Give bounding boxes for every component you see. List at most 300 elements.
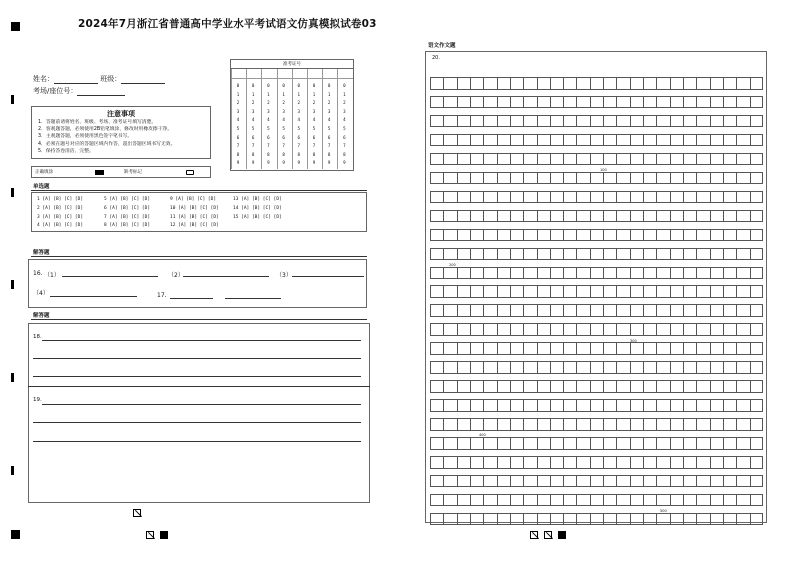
essay-grid-cell[interactable] [670,267,683,280]
essay-grid-cell[interactable] [457,494,470,507]
essay-grid-cell[interactable] [537,418,550,431]
essay-grid-row[interactable] [430,172,763,185]
essay-grid-cell[interactable] [497,475,510,488]
essay-grid-cell[interactable] [563,248,576,261]
essay-grid-cell[interactable] [590,456,603,469]
essay-grid-cell[interactable] [470,361,483,374]
essay-grid-cell[interactable] [510,267,523,280]
essay-grid-cell[interactable] [590,494,603,507]
essay-grid-cell[interactable] [430,153,443,166]
exam-number-digit[interactable]: 3 [282,108,285,114]
essay-grid-cell[interactable] [550,267,563,280]
essay-grid-cell[interactable] [696,494,709,507]
essay-grid-cell[interactable] [563,134,576,147]
essay-grid-cell[interactable] [603,494,616,507]
choice-item[interactable]: 5 [A] [B] [C] [D] [104,197,151,202]
essay-grid-cell[interactable] [643,437,656,450]
exam-number-digit[interactable]: 5 [327,126,331,131]
exam-number-digit[interactable]: 4 [236,117,240,123]
essay-grid-cell[interactable] [537,134,550,147]
essay-grid-cell[interactable] [470,399,483,412]
essay-grid-cell[interactable] [616,267,629,280]
essay-grid-cell[interactable] [550,172,563,185]
essay-grid-cell[interactable] [736,456,749,469]
essay-grid-cell[interactable] [497,115,510,128]
essay-grid-cell[interactable] [710,285,723,298]
essay-grid-cell[interactable] [470,475,483,488]
essay-grid-cell[interactable] [430,172,443,185]
essay-grid-cell[interactable] [750,399,763,412]
essay-grid-cell[interactable] [510,229,523,242]
exam-number-digit[interactable]: 5 [297,126,301,131]
essay-grid-cell[interactable] [576,267,589,280]
essay-grid-cell[interactable] [656,361,669,374]
essay-grid-cell[interactable] [430,342,443,355]
essay-grid-cell[interactable] [457,342,470,355]
essay-grid-cell[interactable] [563,115,576,128]
essay-grid-cell[interactable] [483,494,496,507]
essay-grid-cell[interactable] [616,418,629,431]
exam-number-digit[interactable]: 0 [282,83,285,88]
essay-grid-cell[interactable] [537,323,550,336]
essay-grid-row[interactable] [430,115,763,128]
essay-grid-cell[interactable] [443,323,456,336]
essay-grid-cell[interactable] [656,323,669,336]
q18-answer-line[interactable] [42,340,361,341]
essay-grid-cell[interactable] [483,304,496,317]
essay-grid-cell[interactable] [723,77,736,90]
essay-grid-cell[interactable] [537,96,550,109]
essay-grid-cell[interactable] [563,304,576,317]
essay-grid-cell[interactable] [723,153,736,166]
essay-grid-cell[interactable] [470,437,483,450]
essay-grid-cell[interactable] [550,134,563,147]
essay-grid-cell[interactable] [656,475,669,488]
essay-grid-cell[interactable] [563,77,576,90]
essay-grid-cell[interactable] [736,437,749,450]
essay-grid-cell[interactable] [483,172,496,185]
essay-grid-cell[interactable] [537,475,550,488]
essay-grid-cell[interactable] [630,134,643,147]
essay-grid-cell[interactable] [736,304,749,317]
essay-grid-cell[interactable] [723,134,736,147]
essay-grid-cell[interactable] [563,361,576,374]
essay-grid-row[interactable] [430,248,763,261]
essay-grid-cell[interactable] [483,513,496,526]
exam-number-digit[interactable]: 1 [312,91,316,97]
essay-grid-cell[interactable] [523,77,536,90]
essay-grid-cell[interactable] [576,361,589,374]
essay-grid-cell[interactable] [590,191,603,204]
essay-grid-cell[interactable] [696,361,709,374]
essay-grid-row[interactable] [430,342,763,355]
essay-grid-cell[interactable] [643,456,656,469]
essay-grid-cell[interactable] [576,115,589,128]
essay-grid-cell[interactable] [483,115,496,128]
essay-grid-row[interactable] [430,475,763,488]
essay-grid-cell[interactable] [750,456,763,469]
exam-number-digit[interactable]: 5 [251,126,255,131]
essay-grid-cell[interactable] [457,191,470,204]
exam-number-digit[interactable]: 9 [327,160,331,166]
exam-number-digit[interactable]: 8 [343,151,346,157]
essay-grid-row[interactable] [430,153,763,166]
essay-grid-cell[interactable] [670,172,683,185]
exam-number-digit[interactable]: 1 [236,91,240,97]
q19-answer-line[interactable] [33,422,361,423]
essay-grid-cell[interactable] [616,399,629,412]
essay-grid-cell[interactable] [550,77,563,90]
essay-grid-cell[interactable] [443,494,456,507]
essay-grid-cell[interactable] [750,248,763,261]
essay-grid-cell[interactable] [643,210,656,223]
essay-grid-cell[interactable] [430,77,443,90]
choice-item[interactable]: 13 [A] [B] [C] [D] [233,197,282,202]
essay-grid-cell[interactable] [670,494,683,507]
essay-grid-cell[interactable] [470,115,483,128]
choice-item[interactable]: 3 [A] [B] [C] [D] [37,215,84,220]
essay-grid-cell[interactable] [643,361,656,374]
essay-grid-cell[interactable] [457,323,470,336]
essay-grid-cell[interactable] [616,248,629,261]
exam-number-digit[interactable]: 7 [312,143,316,149]
exam-number-digit[interactable]: 6 [267,134,270,140]
essay-grid-cell[interactable] [550,456,563,469]
essay-grid-cell[interactable] [656,267,669,280]
essay-grid-cell[interactable] [523,248,536,261]
essay-grid-cell[interactable] [670,210,683,223]
essay-grid-cell[interactable] [576,134,589,147]
essay-grid-cell[interactable] [576,153,589,166]
essay-grid-cell[interactable] [443,418,456,431]
exam-number-digit[interactable]: 6 [327,134,331,140]
essay-grid-cell[interactable] [443,456,456,469]
essay-grid-cell[interactable] [430,399,443,412]
essay-grid-cell[interactable] [497,323,510,336]
essay-grid-cell[interactable] [616,285,629,298]
essay-grid-cell[interactable] [497,361,510,374]
essay-grid-cell[interactable] [576,456,589,469]
essay-grid-cell[interactable] [616,229,629,242]
essay-grid-cell[interactable] [630,437,643,450]
essay-grid-cell[interactable] [430,191,443,204]
essay-grid-cell[interactable] [616,513,629,526]
essay-grid-cell[interactable] [550,361,563,374]
essay-grid-cell[interactable] [603,153,616,166]
choice-item[interactable]: 1 [A] [B] [C] [D] [37,197,84,202]
essay-grid-cell[interactable] [443,304,456,317]
essay-grid-cell[interactable] [510,153,523,166]
exam-number-digit[interactable]: 0 [251,83,255,88]
essay-grid-cell[interactable] [563,437,576,450]
q19-answer-line[interactable] [42,404,361,405]
essay-grid-cell[interactable] [576,380,589,393]
essay-grid-cell[interactable] [616,172,629,185]
essay-grid-cell[interactable] [736,248,749,261]
essay-grid-cell[interactable] [750,153,763,166]
essay-grid-cell[interactable] [643,115,656,128]
essay-grid-cell[interactable] [563,494,576,507]
essay-grid-cell[interactable] [723,475,736,488]
essay-grid-cell[interactable] [670,399,683,412]
essay-grid-cell[interactable] [537,437,550,450]
essay-grid-cell[interactable] [443,475,456,488]
exam-number-digit[interactable]: 6 [312,134,316,140]
essay-grid-cell[interactable] [590,77,603,90]
essay-grid-cell[interactable] [670,418,683,431]
essay-grid-cell[interactable] [683,380,696,393]
essay-grid-cell[interactable] [550,115,563,128]
exam-number-digit[interactable]: 0 [312,83,316,88]
essay-grid-cell[interactable] [563,456,576,469]
essay-grid-cell[interactable] [696,380,709,393]
essay-grid-cell[interactable] [683,494,696,507]
choice-item[interactable]: 6 [A] [B] [C] [D] [104,206,151,211]
exam-number-digit[interactable]: 5 [312,126,316,131]
essay-grid-cell[interactable] [576,399,589,412]
essay-grid-cell[interactable] [630,153,643,166]
essay-grid-cell[interactable] [710,475,723,488]
exam-number-digit[interactable]: 1 [327,91,331,97]
essay-grid-cell[interactable] [537,361,550,374]
essay-grid-cell[interactable] [550,191,563,204]
essay-grid-cell[interactable] [603,475,616,488]
essay-grid-cell[interactable] [616,323,629,336]
essay-grid-cell[interactable] [750,134,763,147]
exam-number-digit[interactable]: 5 [267,126,270,131]
essay-grid-cell[interactable] [643,285,656,298]
choice-item[interactable]: 11 [A] [B] [C] [D] [170,215,219,220]
essay-grid-cell[interactable] [723,191,736,204]
essay-grid-cell[interactable] [683,399,696,412]
essay-grid-cell[interactable] [443,172,456,185]
exam-number-digit[interactable]: 1 [267,91,270,97]
essay-grid-cell[interactable] [563,267,576,280]
essay-grid-cell[interactable] [670,115,683,128]
essay-grid-cell[interactable] [710,191,723,204]
essay-grid-cell[interactable] [497,229,510,242]
choice-item[interactable]: 14 [A] [B] [C] [D] [233,206,282,211]
essay-grid-cell[interactable] [656,134,669,147]
exam-number-digit[interactable]: 6 [236,134,240,140]
essay-grid-cell[interactable] [470,323,483,336]
essay-grid-row[interactable] [430,304,763,317]
essay-grid-cell[interactable] [736,342,749,355]
essay-grid-cell[interactable] [470,418,483,431]
essay-grid-cell[interactable] [550,399,563,412]
essay-grid-cell[interactable] [710,494,723,507]
essay-grid-cell[interactable] [670,229,683,242]
essay-grid-cell[interactable] [523,172,536,185]
exam-number-digit[interactable]: 3 [236,108,240,114]
essay-grid-cell[interactable] [563,285,576,298]
essay-grid-row[interactable] [430,267,763,280]
essay-grid-cell[interactable] [510,513,523,526]
exam-number-digit[interactable]: 2 [343,100,346,106]
essay-grid-cell[interactable] [643,172,656,185]
q17-answer-line-1[interactable] [170,298,213,299]
essay-grid-cell[interactable] [576,437,589,450]
essay-grid-cell[interactable] [510,191,523,204]
essay-grid-cell[interactable] [696,399,709,412]
essay-grid-cell[interactable] [723,342,736,355]
exam-number-digit[interactable]: 9 [297,160,301,166]
essay-grid-cell[interactable] [443,248,456,261]
essay-grid-cell[interactable] [523,323,536,336]
exam-number-digit[interactable]: 4 [267,117,270,123]
essay-grid-cell[interactable] [590,475,603,488]
essay-grid-cell[interactable] [470,248,483,261]
exam-number-digit[interactable]: 7 [282,143,285,149]
essay-grid-cell[interactable] [723,115,736,128]
essay-grid-cell[interactable] [603,172,616,185]
essay-grid-cell[interactable] [443,285,456,298]
essay-grid-cell[interactable] [696,456,709,469]
essay-grid-cell[interactable] [443,342,456,355]
essay-grid-cell[interactable] [750,77,763,90]
essay-grid-cell[interactable] [710,153,723,166]
essay-grid-cell[interactable] [710,96,723,109]
essay-grid-cell[interactable] [457,153,470,166]
essay-grid-cell[interactable] [537,456,550,469]
essay-grid-cell[interactable] [723,456,736,469]
essay-grid-cell[interactable] [457,285,470,298]
essay-grid-cell[interactable] [603,304,616,317]
essay-grid-cell[interactable] [443,229,456,242]
essay-grid-cell[interactable] [576,77,589,90]
essay-grid-cell[interactable] [630,285,643,298]
essay-grid-cell[interactable] [630,248,643,261]
exam-number-digit[interactable]: 2 [282,100,285,106]
essay-grid-cell[interactable] [537,494,550,507]
essay-grid-cell[interactable] [696,229,709,242]
essay-grid-cell[interactable] [470,134,483,147]
essay-grid-cell[interactable] [723,418,736,431]
essay-grid-cell[interactable] [510,115,523,128]
essay-grid-cell[interactable] [576,475,589,488]
essay-grid-cell[interactable] [497,399,510,412]
exam-number-digit[interactable]: 9 [282,160,285,166]
choice-item[interactable]: 12 [A] [B] [C] [D] [170,223,219,228]
essay-grid-cell[interactable] [736,210,749,223]
essay-grid-cell[interactable] [723,172,736,185]
essay-grid-cell[interactable] [483,77,496,90]
essay-grid-cell[interactable] [497,267,510,280]
exam-number-digit[interactable]: 3 [297,108,301,114]
essay-grid-cell[interactable] [750,361,763,374]
essay-grid-cell[interactable] [683,418,696,431]
essay-grid-cell[interactable] [483,191,496,204]
essay-grid-cell[interactable] [603,229,616,242]
essay-grid-cell[interactable] [670,285,683,298]
essay-grid-cell[interactable] [603,210,616,223]
essay-grid-cell[interactable] [723,267,736,280]
q16-answer-line-2[interactable] [183,276,269,277]
essay-grid-cell[interactable] [443,380,456,393]
exam-number-digit[interactable]: 1 [282,91,285,97]
essay-grid-cell[interactable] [510,342,523,355]
essay-grid-cell[interactable] [603,380,616,393]
essay-grid-row[interactable] [430,77,763,90]
essay-grid-cell[interactable] [683,229,696,242]
essay-grid-cell[interactable] [550,210,563,223]
essay-grid-cell[interactable] [550,153,563,166]
essay-grid-cell[interactable] [550,513,563,526]
essay-grid-cell[interactable] [523,361,536,374]
q17-answer-line-2[interactable] [225,298,281,299]
essay-grid-cell[interactable] [656,304,669,317]
essay-grid-cell[interactable] [656,248,669,261]
essay-grid-cell[interactable] [603,134,616,147]
essay-grid-row[interactable] [430,361,763,374]
essay-grid-cell[interactable] [576,494,589,507]
essay-grid-cell[interactable] [616,134,629,147]
essay-grid-cell[interactable] [710,267,723,280]
essay-grid-cell[interactable] [523,267,536,280]
essay-grid-cell[interactable] [590,323,603,336]
exam-number-digit[interactable]: 1 [343,91,346,97]
essay-grid-cell[interactable] [723,380,736,393]
essay-grid-cell[interactable] [576,304,589,317]
essay-grid-cell[interactable] [670,361,683,374]
exam-number-digit[interactable]: 0 [327,83,331,88]
essay-grid-cell[interactable] [483,229,496,242]
exam-number-digit[interactable]: 8 [251,151,255,157]
essay-grid-cell[interactable] [683,361,696,374]
essay-grid-cell[interactable] [523,285,536,298]
essay-grid-cell[interactable] [750,475,763,488]
essay-grid-cell[interactable] [696,437,709,450]
essay-grid-cell[interactable] [656,494,669,507]
exam-number-digit[interactable]: 3 [327,108,331,114]
essay-grid-cell[interactable] [497,437,510,450]
essay-grid-cell[interactable] [510,494,523,507]
essay-grid-cell[interactable] [750,494,763,507]
essay-grid-cell[interactable] [616,115,629,128]
essay-grid-cell[interactable] [643,399,656,412]
essay-grid-cell[interactable] [603,342,616,355]
essay-grid-cell[interactable] [497,134,510,147]
exam-number-grid[interactable] [231,69,353,169]
choice-item[interactable]: 8 [A] [B] [C] [D] [104,223,151,228]
essay-grid-cell[interactable] [736,399,749,412]
essay-grid-cell[interactable] [736,380,749,393]
essay-grid-cell[interactable] [470,513,483,526]
essay-grid-cell[interactable] [616,77,629,90]
essay-grid-cell[interactable] [723,229,736,242]
choice-item[interactable]: 9 [A] [B] [C] [D] [170,197,217,202]
essay-grid-cell[interactable] [497,456,510,469]
essay-grid-cell[interactable] [736,229,749,242]
essay-grid-cell[interactable] [443,361,456,374]
essay-grid-cell[interactable] [430,229,443,242]
essay-grid-cell[interactable] [630,380,643,393]
essay-grid-cell[interactable] [563,229,576,242]
essay-grid-cell[interactable] [470,229,483,242]
essay-grid-cell[interactable] [616,96,629,109]
essay-grid-cell[interactable] [510,380,523,393]
essay-grid-cell[interactable] [696,285,709,298]
exam-number-digit[interactable]: 1 [251,91,255,97]
essay-grid-cell[interactable] [457,418,470,431]
essay-grid-cell[interactable] [523,342,536,355]
essay-grid-cell[interactable] [523,134,536,147]
essay-grid-cell[interactable] [550,285,563,298]
essay-grid-cell[interactable] [750,115,763,128]
exam-number-digit[interactable]: 5 [343,126,346,131]
essay-grid-cell[interactable] [750,342,763,355]
essay-grid-cell[interactable] [457,172,470,185]
